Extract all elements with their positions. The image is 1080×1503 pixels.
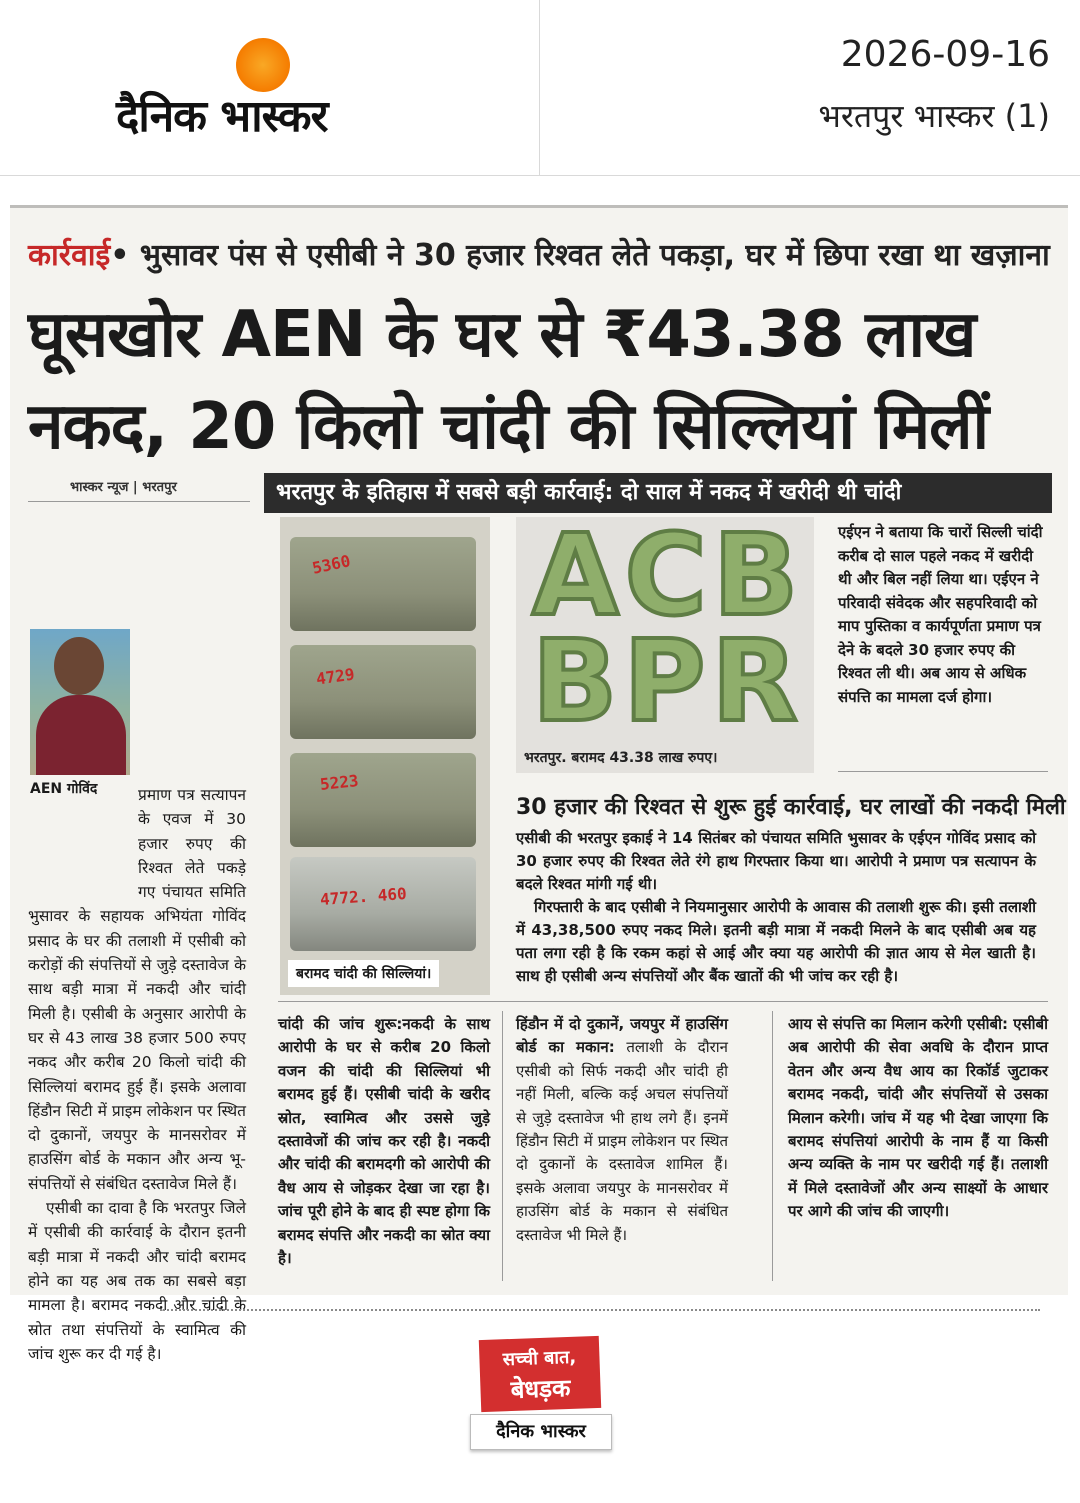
silver-slab: 5360 bbox=[290, 537, 476, 631]
app-header bbox=[0, 0, 1080, 176]
silver-slab: 5223 bbox=[290, 753, 476, 847]
bc2-text: तलाशी के दौरान एसीबी को सिर्फ नकदी और चांदी ही नहीं मिली, बल्कि कई अचल संपत्तियों से जुड़े दस्तावेज भी हाथ लगे हैं। इनमें हिंडौन सिटी में प्राइम लोकेशन पर स्थित दो दुकानों के दस्तावेज शामिल हैं। इसके अलावा जयपुर के मानसरोवर में हाउसिंग बोर्ड के मकान से संबंधित दस्तावेज भी मिले हैं। bbox=[516, 1038, 728, 1244]
bottom-dotted-rule bbox=[160, 1309, 1040, 1311]
headline bbox=[28, 289, 988, 473]
bc3-lead: आय से संपत्ति का मिलान करेगी एसीबी: bbox=[788, 1015, 1008, 1033]
left-paragraph-2: एसीबी का दावा है कि भरतपुर जिले में एसीबी की कार्रवाई के दौरान इतनी बड़ी मात्रा में नकदी और चांदी बरामद होने का यह अब तक का सबसे बड़ा मामला है। बरामद नकदी और चांदी के स्रोत तथा संपत्तियों के स्वामित्व की जांच शुरू कर दी गई है। bbox=[28, 1199, 246, 1363]
notes-photo-caption: भरतपुर. बरामद 43.38 लाख रुपए। bbox=[524, 750, 718, 766]
middle-paragraph-1: एसीबी की भरतपुर इकाई ने 14 सितंबर को पंचायत समिति भुसावर के एईएन गोविंद प्रसाद को 30 हजार रुपए की रिश्वत लेते रंगे हाथ गिरफ्तार किया था। आरोपी ने प्रमाण पत्र सत्यापन के बदले रिश्वत मांगी गई थी। bbox=[516, 829, 1036, 893]
bottom-column-3 bbox=[788, 1013, 1048, 1224]
newspaper-logo[interactable]: दैनिक भास्कर bbox=[116, 91, 328, 142]
headline-line-2: नकद, 20 किलो चांदी की सिल्लियां मिलीं bbox=[28, 390, 989, 464]
kicker-text: • भुसावर पंस से एसीबी ने 30 हजार रिश्वत लेते पकड़ा, घर में छिपा रखा था खज़ाना bbox=[110, 238, 1050, 273]
byline-rule bbox=[28, 501, 250, 502]
right-top-text: एईएन ने बताया कि चारों सिल्ली चांदी करीब दो साल पहले नकद में खरीदी थी और बिल नहीं लिया था। एईएन ने परिवादी संवेदक और सहपरिवादी को माप पुस्तिका व कार्यपूर्णता प्रमाण पत्र देने के बदले 30 हजार रुपए की रिश्वत ली थी। अब आय से अधिक संपत्ति का मामला दर्ज होगा। bbox=[838, 523, 1043, 706]
edition-date: 2026-09-16 bbox=[840, 34, 1050, 75]
slogan-line-2: बेधड़क bbox=[510, 1373, 571, 1405]
portrait-caption: AEN गोविंद bbox=[30, 781, 98, 797]
column-rule bbox=[772, 1011, 773, 1281]
bottom-column-2 bbox=[516, 1013, 728, 1247]
column-rule bbox=[502, 1011, 503, 1281]
stamp-logo: दैनिक भास्कर bbox=[470, 1414, 612, 1450]
left-paragraph-1: प्रमाण पत्र सत्यापन के एवज में 30 हजार रुपए की रिश्वत लेते पकड़े गए पंचायत समिति भुसावर के सहायक अभियंता गोविंद प्रसाद के घर की तलाशी में एसीबी को करोड़ों की संपत्तियों से जुड़े दस्तावेज के साथ बड़ी मात्रा में नकदी और चांदी मिली है। एसीबी के अनुसार आरोपी के घर से 43 लाख 38 हजार 500 रुपए नकद और करीब 20 किलो चांदी की सिल्लियां बरामद हुई हैं। इसके अलावा हिंडौन सिटी में प्राइम लोकेशन पर स्थित दो दुकानों, जयपुर के मानसरोवर में हाउसिंग बोर्ड के मकान और अन्य भू-संपत्तियों से संबंधित दस्तावेज मिले हैं। bbox=[28, 786, 246, 1193]
bc3-text: एसीबी अब आरोपी की सेवा अवधि के दौरान प्राप्त वेतन और अन्य वैध आय का रिकॉर्ड जुटाकर बरामद नकदी, चांदी और संपत्तियों से उसका मिलान करेगी। जांच में यह भी देखा जाएगा कि बरामद संपत्तियां आरोपी के नाम हैं या किसी अन्य व्यक्ति के नाम पर खरीदी गई हैं। तलाशी में मिले दस्तावेजों और अन्य साक्ष्यों के आधार पर आगे की जांच की जाएगी। bbox=[788, 1015, 1048, 1221]
headline-line-1: घूसखोर AEN के घर से ₹43.38 लाख bbox=[28, 298, 976, 372]
aen-portrait bbox=[30, 629, 130, 775]
bc1-text: नकदी के साथ आरोपी के घर से करीब 20 किलो वजन की चांदी की सिल्लियां भी बरामद हुई हैं। एसीबी चांदी के खरीद स्रोत, स्वामित्व और उससे जुड़े दस्तावेजों की जांच कर रही है। नकदी और चांदी की बरामदगी को आरोपी की वैध आय से जोड़कर देखा जा रहा है। जांच पूरी होने के बाद ही स्पष्ट होगा कि बरामद संपत्ति और नकदी का स्रोत क्या है। bbox=[278, 1015, 490, 1268]
silver-slab: 4729 bbox=[290, 645, 476, 739]
kicker-label: कार्रवाई bbox=[28, 238, 111, 273]
slogan-badge bbox=[479, 1336, 601, 1412]
bc1-lead: चांदी की जांच शुरू: bbox=[278, 1015, 403, 1033]
top-rule bbox=[10, 205, 1068, 208]
middle-body bbox=[516, 827, 1036, 988]
silver-bars-photo[interactable] bbox=[280, 517, 490, 995]
divider bbox=[278, 1001, 1048, 1002]
section-banner: भरतपुर के इतिहास में सबसे बड़ी कार्रवाई: दो साल में नकद में खरीदी थी चांदी bbox=[264, 473, 1052, 513]
brand-stamp bbox=[470, 1338, 620, 1458]
bottom-column-1 bbox=[278, 1013, 490, 1270]
header-divider bbox=[539, 0, 540, 176]
divider bbox=[838, 771, 1048, 772]
slogan-line-1: सच्ची बात, bbox=[502, 1346, 577, 1371]
edition-name: भरतपुर भास्कर (1) bbox=[818, 97, 1050, 135]
notes-letters-bpr: BPR bbox=[532, 617, 804, 747]
cash-notes-photo[interactable] bbox=[516, 517, 814, 773]
subheading-2: 30 हजार की रिश्वत से शुरू हुई कार्रवाई, घर लाखों की नकदी मिली bbox=[516, 795, 1066, 820]
bc2-lead: हिंडौन में दो दुकानें, जयपुर में हाउसिंग बोर्ड का मकान: bbox=[516, 1015, 728, 1057]
notes-letters-acb: ACB bbox=[532, 517, 805, 641]
silver-photo-caption: बरामद चांदी की सिल्लियां। bbox=[288, 960, 439, 987]
byline: भास्कर न्यूज | भरतपुर bbox=[70, 480, 177, 495]
middle-paragraph-2: गिरफ्तारी के बाद एसीबी ने नियमानुसार आरोपी के आवास की तलाशी शुरू की। इसी तलाशी में 43,38,500 रुपए नकद मिले। इतनी बड़ी मात्रा में नकदी मिलने के बाद एसीबी अब यह पता लगा रही है कि रकम कहां से आई और क्या यह आरोपी की ज्ञात आय से मेल खाती है। साथ ही एसीबी अन्य संपत्तियों और बैंक खातों की भी जांच कर रही है। bbox=[516, 898, 1036, 985]
kicker bbox=[28, 233, 1050, 274]
portrait-spacer-right bbox=[146, 521, 246, 783]
header-bottom-rule bbox=[0, 175, 1080, 176]
silver-slab: 4772. 460 bbox=[290, 857, 476, 951]
